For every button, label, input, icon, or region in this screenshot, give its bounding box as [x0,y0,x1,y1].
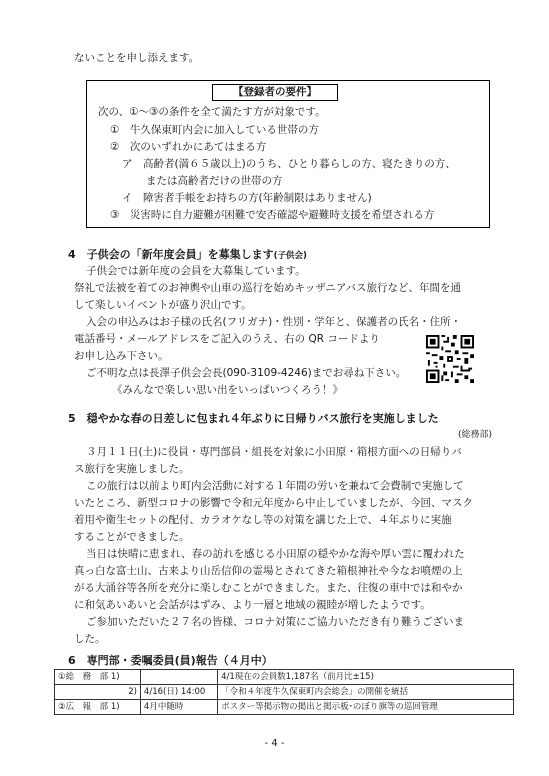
section5-line: いたところ、新型コロナの影響で令和元年度から中止していましたが、今回、マスク [74,497,473,509]
table-row [55,670,514,685]
requirement-item-2b: イ 障害者手帳をお持ちの方(年齢制限はありません) [122,192,372,204]
table-cell-date: 4/16(日) 14:00 [140,685,217,700]
section5-line: した。 [74,633,106,645]
section4-paragraph: 入会の申込みはお子様の氏名(フリガナ)・性別・学年と、保護者の氏名・住所・ [86,316,462,328]
section5-line: がる大涌谷等各所を充分に楽しむことができました。また、往復の車中では和やか [74,582,463,594]
section5-line: ３月１１日(土)に役員・専門部員・組長を対象に小田原・箱根方面への日帰りバ [86,446,462,458]
section5-tag: (総務部) [458,430,493,440]
table-cell-dept: 2) [55,685,141,700]
table-cell-content: 「令和４年度牛久保東町内会総会」の開催を統括 [218,685,514,700]
requirements-lead: 次の、①～③の条件を全て満たす方が対象です。 [98,106,326,118]
table-row [55,685,514,700]
requirements-title: 【登録者の要件】 [212,84,338,101]
table-cell-date [140,670,217,685]
section5-line: することができました。 [74,531,190,543]
requirement-item-1: ① 牛久保東町内会に加入している世帯の方 [110,124,319,136]
section5-line: ご参加いただいた２７名の皆様、コロナ対策にご協力いただき有り難うございま [86,616,464,628]
requirement-item-2: ② 次のいずれかにあてはまる方 [110,141,267,153]
page-number: - 4 - [264,738,285,749]
section5-line: 当日は快晴に恵まれ、春の訪れを感じる小田原の穏やかな海や厚い雲に覆われた [86,548,465,560]
section5-line: 真っ白な富士山、古来より山岳信仰の霊場とされてきた箱根神社や今なお噴煙の上 [74,565,463,577]
section4-paragraph: 電話番号・メールアドレスをご記入のうえ、右の QR コードより [74,333,380,345]
section4-slogan: 《みんなで楽しい思い出をいっぱいつくろう！》 [112,384,343,396]
section4-paragraph: して楽しいイベントが盛り沢山です。 [74,299,252,311]
section5-title: 5 穏やかな春の日差しに包まれ４年ぶりに日帰りバス旅行を実施しました [68,412,439,425]
section6-title: 6 専門部・委嘱委員(員)報告（４月中） [68,654,273,667]
section4-paragraph: 子供会では新年度の会員を大募集しています。 [86,265,306,277]
requirement-item-3: ③ 災害時に自力避難が困難で安否確認や避難時支援を希望される方 [110,209,435,221]
section4-title-text: 4 子供会の「新年度会員」を募集します [68,248,274,261]
section4-paragraph: 祭礼で法被を着てのお神輿や山車の巡行を始めキッザニアバス旅行など、年間を通 [74,282,462,294]
table-cell-content: ポスター等掲示物の掲出と掲示板･のぼり旗等の巡回管理 [218,700,514,715]
report-table [54,669,514,715]
table-cell-content: 4/1現在の会員数1,187名（前月比±15) [218,670,514,685]
section4-paragraph: お申し込み下さい。 [74,350,169,362]
section4-contact: ご不明な点は長澤子供会会長(090-3109-4246)までお尋ね下さい。 [86,367,407,379]
requirement-item-2a: ア 高齢者(満６５歳以上)のうち、ひとり暮らしの方、寝たきりの方、 [122,158,456,170]
table-cell-date: 4月中随時 [140,700,217,715]
qr-code-icon[interactable] [426,335,474,383]
table-cell-dept: ②広 報 部 1) [55,700,141,715]
section5-line: ス旅行を実施しました。 [74,463,190,475]
table-row [55,700,514,715]
section5-line: この旅行は以前より町内会活動に対する１年間の労いを兼ねて会費制で実施して [86,480,464,492]
requirement-item-2a-cont: または高齢者だけの世帯の方 [146,175,283,187]
section4-tag: (子供会) [273,251,307,261]
section5-line: に和気あいあいと会話がはずみ、より一層と地域の親睦が増したようです。 [74,599,431,611]
table-cell-dept: ①総 務 部 1) [55,670,141,685]
intro-line: ないことを申し添えます。 [74,52,200,64]
section5-line: 着用や衛生セットの配付、カラオケなし等の対策を講じた上で、４年ぶりに実施 [74,514,452,526]
